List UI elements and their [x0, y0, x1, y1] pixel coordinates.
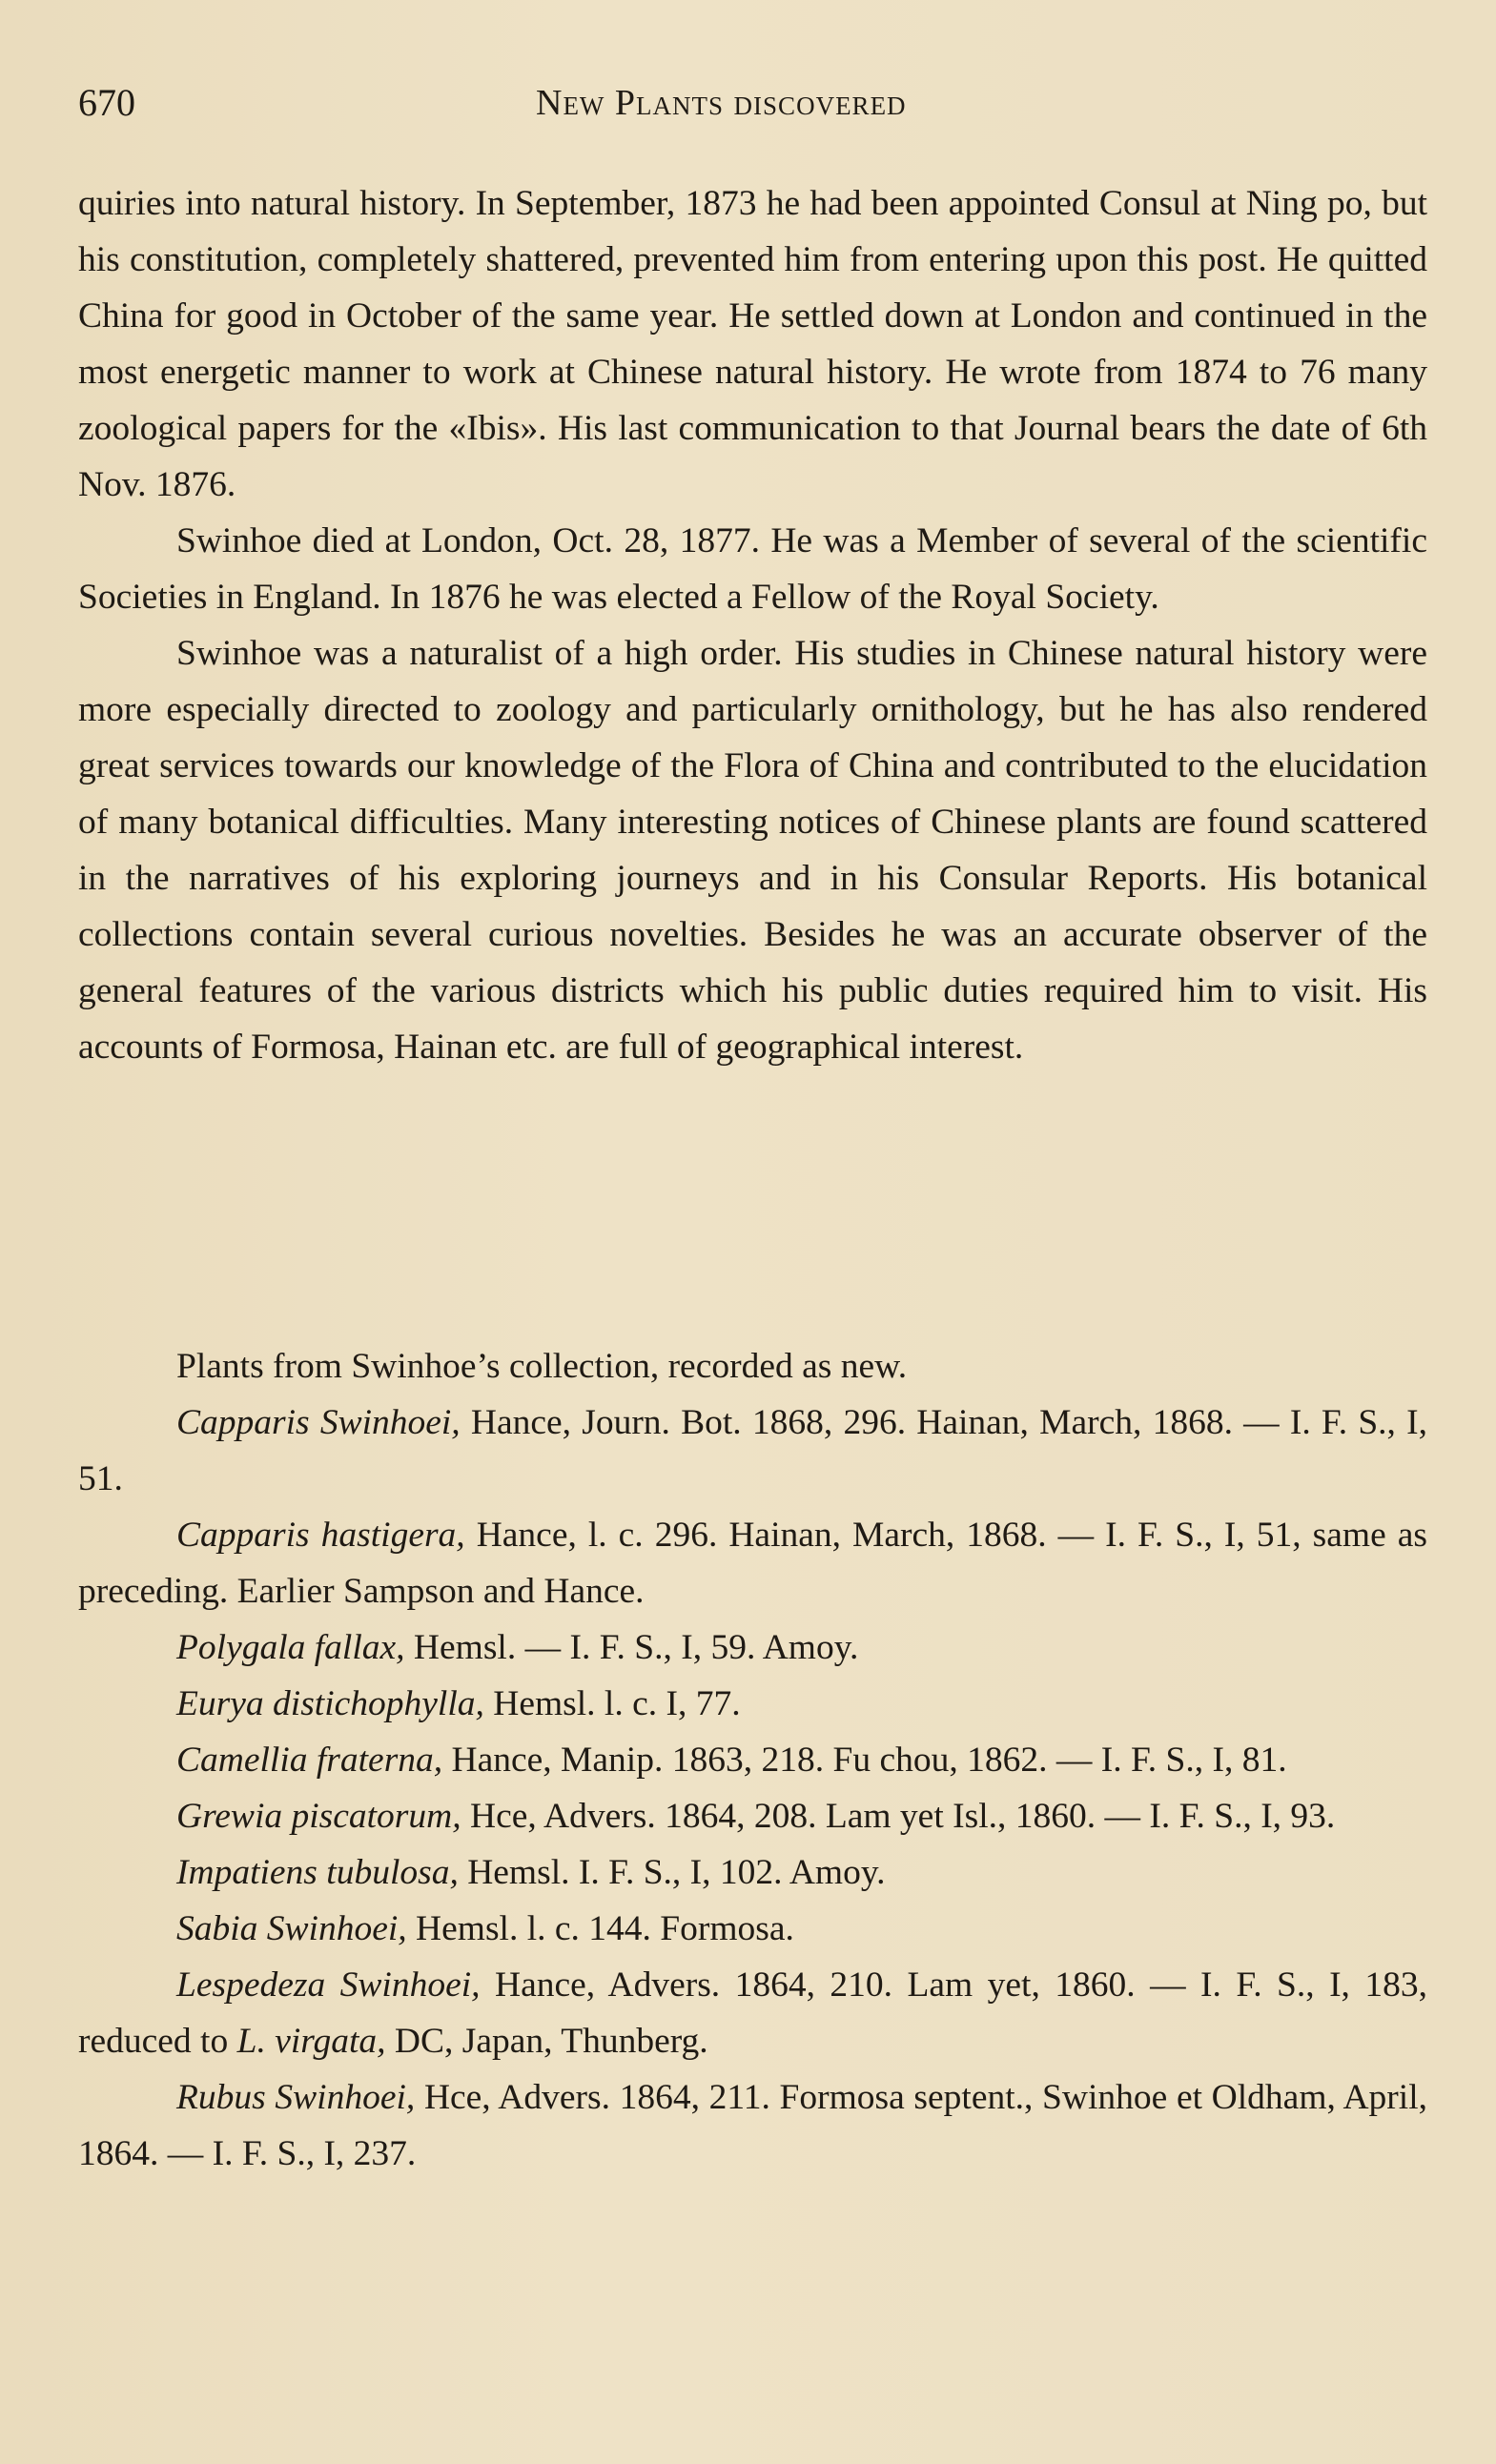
paragraph: Swinhoe was a naturalist of a high order. His studies in Chinese natural history were more especially directed to zoology and particularly ornithology, but he has also rendered great services towards our knowledge of the Flora of China and contributed to the elucidation of many botanical difficulties. Many interesting notices of Chinese plants are found scattered in the narratives of his exploring journeys and in his Consular Reports. His botanical collections contain several curious novelties. Besides he was an accurate observer of the general features of the various districts which his public duties required him to visit. His accounts of Formosa, Hainan etc. are full of geographical interest. [78, 634, 1427, 1067]
species-name: Sabia Swinhoei, [176, 1909, 407, 1948]
species-reference: Hance, Advers. 1864, 210. Lam yet, 1860. — I. F. S., I, 183, reduced to [78, 1965, 1427, 2061]
species-name: Polygala fallax, [176, 1628, 405, 1667]
species-name: Impatiens tubulosa, [176, 1853, 459, 1892]
plant-list [78, 1338, 1427, 2182]
species-name: Eurya distichophylla, [176, 1684, 484, 1723]
species-reference: Hce, Advers. 1864, 211. Formosa septent., Swinhoe et Oldham, April, 1864. — I. F. S., I, 237. [78, 2078, 1427, 2173]
plant-entry [78, 1395, 1427, 1507]
plant-entry [78, 1901, 1427, 1957]
plant-entry [78, 1788, 1427, 1844]
plant-entry [78, 1957, 1427, 2069]
species-reference: Hemsl. I. F. S., I, 102. Amoy. [458, 1853, 886, 1892]
species-name: Lespedeza Swinhoei, [176, 1965, 481, 2005]
plant-entry [78, 1507, 1427, 1619]
plant-list-intro: Plants from Swinhoe’s collection, recorded as new. [176, 1347, 908, 1386]
species-reference: Hance, Manip. 1863, 218. Fu chou, 1862. — I. F. S., I, 81. [442, 1741, 1287, 1780]
plant-entry [78, 2069, 1427, 2182]
species-reference: DC, Japan, Thunberg. [385, 2022, 708, 2061]
plant-entry [78, 1732, 1427, 1788]
species-reference: Hemsl. — I. F. S., I, 59. Amoy. [404, 1628, 859, 1667]
plant-entry [78, 1676, 1427, 1732]
running-title: New Plants discovered [536, 83, 907, 123]
plant-entry [78, 1619, 1427, 1676]
biography-text [78, 175, 1427, 1075]
paragraph: Swinhoe died at London, Oct. 28, 1877. He was a Member of several of the scientific Societies in England. In 1876 he was elected a Fellow of the Royal Society. [78, 521, 1427, 617]
species-reference: Hemsl. l. c. I, 77. [483, 1684, 741, 1723]
species-name: Grewia piscatorum, [176, 1797, 461, 1836]
species-reference: Hance, l. c. 296. Hainan, March, 1868. — I. F. S., I, 51, same as preceding. Earlier Sampson and Hance. [78, 1516, 1427, 1611]
species-name: Rubus Swinhoei, [176, 2078, 416, 2117]
species-name: Capparis hastigera, [176, 1516, 465, 1555]
paragraph: quiries into natural history. In September, 1873 he had been appointed Consul at Ning po, but his constitution, completely shattered, prevented him from entering upon this post. He quitted China for good in October of the same year. He settled down at London and continued in the most energetic manner to work at Chinese natural history. He wrote from 1874 to 76 many zoological papers for the «Ibis». His last communication to that Journal bears the date of 6th Nov. 1876. [78, 184, 1427, 504]
species-reference: Hemsl. l. c. 144. Formosa. [406, 1909, 794, 1948]
page-number: 670 [78, 81, 135, 124]
species-name-synonym: L. virgata, [236, 2022, 386, 2061]
species-name: Camellia fraterna, [176, 1741, 443, 1780]
page-header [78, 74, 1432, 132]
plant-entry [78, 1844, 1427, 1901]
species-reference: Hce, Advers. 1864, 208. Lam yet Isl., 1860. — I. F. S., I, 93. [461, 1797, 1336, 1836]
species-name: Capparis Swinhoei, [176, 1403, 461, 1442]
species-reference: Hance, Journ. Bot. 1868, 296. Hainan, March, 1868. — I. F. S., I, 51. [78, 1403, 1427, 1498]
